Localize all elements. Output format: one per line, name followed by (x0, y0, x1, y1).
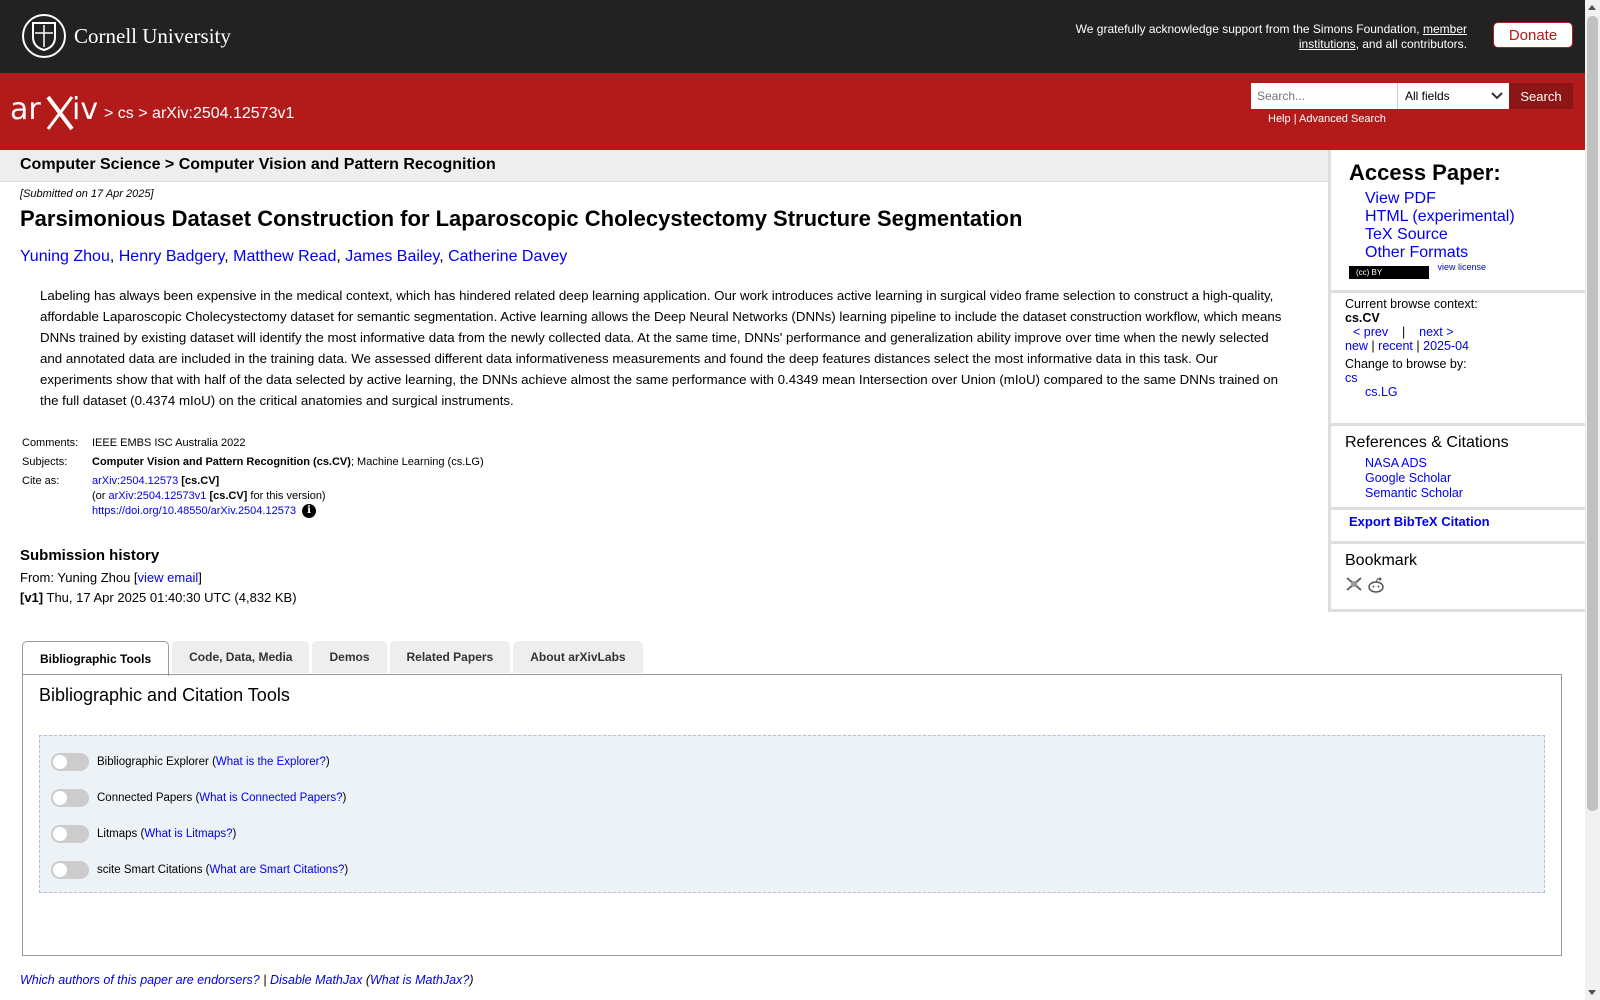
footer-links: Which authors of this paper are endorsers? | Disable MathJax (What is MathJax?) (20, 973, 474, 987)
what-is-mathjax-link[interactable]: What is MathJax? (369, 973, 470, 987)
tool-row: scite Smart Citations ( What are Smart Citations? ) (51, 860, 348, 880)
html-link[interactable]: HTML (experimental) (1365, 208, 1515, 225)
tool-info-link[interactable]: What is Litmaps? (144, 828, 233, 840)
version-label: [v1] (20, 590, 44, 605)
cite-category: [cs.CV] (209, 490, 248, 502)
browse-nav (1353, 325, 1585, 339)
sidebar (1328, 150, 1585, 612)
crumb-paper-id: arXiv:2504.12573v1 (152, 105, 295, 122)
browse-cslg-link[interactable]: cs.LG (1365, 385, 1398, 399)
svg-text:ar: ar (10, 92, 41, 127)
help-sep: | (1293, 113, 1297, 125)
member-institutions-link[interactable]: member institutions (1298, 22, 1467, 51)
crumb-sep: > (104, 105, 114, 122)
bookmark-box (1328, 544, 1585, 612)
next-link[interactable]: next > (1419, 325, 1454, 339)
footer-sep: | (263, 973, 267, 987)
tool-info-link[interactable]: What is the Explorer? (215, 756, 326, 768)
arxiv-logo[interactable] (10, 91, 102, 136)
metadata-table (20, 434, 486, 521)
view-email-link[interactable]: view email (137, 570, 199, 585)
tools-heading: Bibliographic and Citation Tools (39, 685, 290, 705)
submission-date: [Submitted on 17 Apr 2025] (20, 188, 154, 200)
from-close: ] (198, 570, 202, 585)
search-input[interactable] (1251, 83, 1397, 109)
google-scholar-link[interactable]: Google Scholar (1365, 471, 1452, 485)
toggle-switch[interactable] (51, 825, 89, 843)
bibsonomy-icon[interactable] (1345, 576, 1363, 599)
tool-label: Bibliographic Explorer (97, 756, 209, 768)
subjects-value (90, 453, 486, 472)
tex-source-link[interactable]: TeX Source (1365, 226, 1448, 243)
version-line (20, 590, 297, 605)
top-banner (0, 0, 1585, 73)
ack-text: We gratefully acknowledge support from the Simons Foundation, (1075, 22, 1420, 36)
access-paper-box (1328, 150, 1585, 293)
other-subjects: ; Machine Learning (cs.LG) (350, 456, 484, 468)
nav-sep: | (1402, 325, 1406, 339)
abstract: Labeling has always been expensive in the medical context, which has hindered related deep learning application. Our work introduces active learning in surgical video frame selection to construct a high-quality, affordable Laparoscopic Cholecystectomy dataset for semantic segmentation. Active learning allows the Deep Neural Networks (DNNs) learning pipeline to include the dataset construction workflow, which means DNNs trained by existing dataset will identify the most informative data from the newly collected data. At the same time, DNNs' performance and generalization ability improve over time when the newly selected and annotated data are included in the training data. We assessed different data informativeness measurements and found the deep features distances select the most informative data in this task. Our experiments show that with half of the data selected by active learning, the DNNs achieve almost the same performance with 0.4349 mean Intersection over Union (mIoU) compared to the same DNNs trained on the full dataset (0.4374 mIoU) on the critical anatomies and surgical instruments. (40, 288, 1282, 408)
change-browse-label: Change to browse by: (1345, 357, 1467, 371)
prev-link[interactable]: < prev (1353, 325, 1389, 339)
semantic-scholar-link[interactable]: Semantic Scholar (1365, 486, 1463, 500)
arxiv-header (0, 73, 1585, 150)
tool-info-link[interactable]: What is Connected Papers? (199, 792, 343, 804)
tab-panel (22, 674, 1562, 956)
scroll-up-icon[interactable] (1588, 5, 1596, 10)
help-link[interactable]: Help (1268, 113, 1291, 125)
submitter-line (20, 570, 202, 585)
primary-subject: Computer Vision and Pattern Recognition (cs.CV) (92, 456, 351, 468)
university-name: Cornell University (74, 23, 231, 48)
browse-context-box (1328, 293, 1585, 426)
comments-label: Comments: (22, 437, 79, 449)
tool-label: scite Smart Citations (97, 864, 203, 876)
tool-row: Litmaps ( What is Litmaps? ) (51, 824, 236, 844)
crumb-sep: > (138, 105, 148, 122)
export-box (1328, 510, 1585, 544)
advanced-search-link[interactable]: Advanced Search (1299, 113, 1386, 125)
subjects-label: Subjects: (22, 456, 68, 468)
nasa-ads-link[interactable]: NASA ADS (1365, 456, 1427, 470)
browse-context-value: cs.CV (1345, 311, 1380, 325)
author-link[interactable]: Yuning Zhou (20, 248, 110, 265)
tool-label: Connected Papers (97, 792, 193, 804)
ack-tail: , and all contributors. (1355, 37, 1467, 51)
info-icon[interactable]: i (302, 504, 316, 518)
cc-badge-text: (cc) BY (1356, 268, 1383, 277)
toggle-switch[interactable] (51, 789, 89, 807)
tool-row: Connected Papers ( What is Connected Papers? ) (51, 788, 346, 808)
reddit-icon[interactable] (1367, 576, 1385, 599)
chevron-down-icon (1491, 87, 1503, 106)
search-button[interactable]: Search (1509, 83, 1573, 109)
endorsers-link[interactable]: Which authors of this paper are endorsers? (20, 973, 260, 987)
tab-demos[interactable]: Demos (312, 641, 386, 673)
nav-sep: | (1416, 339, 1420, 353)
bookmark-icons (1345, 576, 1585, 599)
tab-about-arxivlabs[interactable]: About arXivLabs (513, 641, 642, 673)
tool-info-link[interactable]: What are Smart Citations? (209, 864, 345, 876)
author-link[interactable]: James Bailey (345, 248, 440, 265)
donate-button[interactable]: Donate (1493, 22, 1573, 48)
bookmark-heading: Bookmark (1345, 552, 1418, 569)
crumb-cs[interactable]: cs (117, 105, 134, 122)
access-paper-heading: Access Paper: (1349, 160, 1501, 185)
help-links (1268, 113, 1386, 125)
tab-related-papers[interactable]: Related Papers (390, 641, 511, 673)
cite-or: (or (92, 490, 106, 502)
references-links (1365, 456, 1585, 501)
author-link[interactable]: Matthew Read (233, 248, 337, 265)
author-list: Yuning Zhou, Henry Badgery, Matthew Read, James Bailey, Catherine Davey (20, 248, 568, 265)
author-link[interactable]: Henry Badgery (118, 248, 225, 265)
cite-category: [cs.CV] (181, 475, 220, 487)
from-label: From: Yuning Zhou [ (20, 570, 138, 585)
scrollbar-thumb[interactable] (1587, 16, 1598, 811)
tab-bibliographic-tools[interactable]: Bibliographic Tools (22, 641, 169, 676)
acknowledgement (1047, 22, 1467, 52)
subject-breadcrumb: Computer Science > Computer Vision and Pattern Recognition (20, 156, 496, 173)
tool-row: Bibliographic Explorer ( What is the Explorer? ) (51, 752, 330, 772)
cite-for-version: for this version) (250, 490, 326, 502)
view-license-link[interactable]: view license (1437, 262, 1486, 272)
tool-label: Litmaps (97, 828, 138, 840)
other-formats-link[interactable]: Other Formats (1365, 244, 1469, 261)
subject-header (0, 150, 1328, 182)
browse-context-label: Current browse context: (1345, 297, 1478, 311)
new-link[interactable]: new (1345, 339, 1368, 353)
recent-link[interactable]: recent (1378, 339, 1413, 353)
search-field-select[interactable] (1397, 83, 1509, 109)
paper-title: Parsimonious Dataset Construction for Laparoscopic Cholecystectomy Structure Segmentation (20, 206, 1023, 231)
author-link[interactable]: Catherine Davey (448, 248, 568, 265)
browse-cs-link[interactable]: cs (1345, 371, 1358, 385)
cite-label: Cite as: (22, 475, 60, 487)
tools-box (39, 735, 1545, 893)
version-date: Thu, 17 Apr 2025 01:40:30 UTC (4,832 KB) (46, 590, 297, 605)
month-link[interactable]: 2025-04 (1423, 339, 1469, 353)
browse-lists (1345, 339, 1585, 353)
tab-code-data-media[interactable]: Code, Data, Media (172, 641, 309, 673)
cornell-seal-icon (22, 14, 66, 58)
disable-mathjax-link[interactable]: Disable MathJax (269, 973, 363, 987)
comments-value: IEEE EMBS ISC Australia 2022 (92, 437, 246, 449)
svg-text:iv: iv (72, 92, 99, 127)
view-pdf-link[interactable]: View PDF (1365, 190, 1436, 207)
references-box (1328, 426, 1585, 510)
cornell-logo[interactable] (22, 14, 231, 58)
toggle-switch[interactable] (51, 753, 89, 771)
vertical-scrollbar[interactable] (1585, 0, 1600, 1000)
doi-link[interactable]: https://doi.org/10.48550/arXiv.2504.12573 (92, 505, 297, 517)
cc-license-icon[interactable] (1349, 266, 1429, 279)
breadcrumb (104, 105, 294, 123)
search-field-value: All fields (1405, 89, 1450, 103)
nav-sep: | (1371, 339, 1375, 353)
scroll-down-icon[interactable] (1588, 990, 1596, 995)
export-bibtex-link[interactable]: Export BibTeX Citation (1349, 514, 1490, 529)
cite-version-link[interactable]: arXiv:2504.12573v1 (108, 490, 207, 502)
references-heading: References & Citations (1345, 434, 1509, 451)
submission-history-heading: Submission history (20, 547, 160, 564)
lab-tabs (22, 641, 646, 675)
access-links (1365, 190, 1585, 262)
cite-value (90, 472, 486, 521)
toggle-switch[interactable] (51, 861, 89, 879)
cite-id-link[interactable]: arXiv:2504.12573 (92, 475, 179, 487)
